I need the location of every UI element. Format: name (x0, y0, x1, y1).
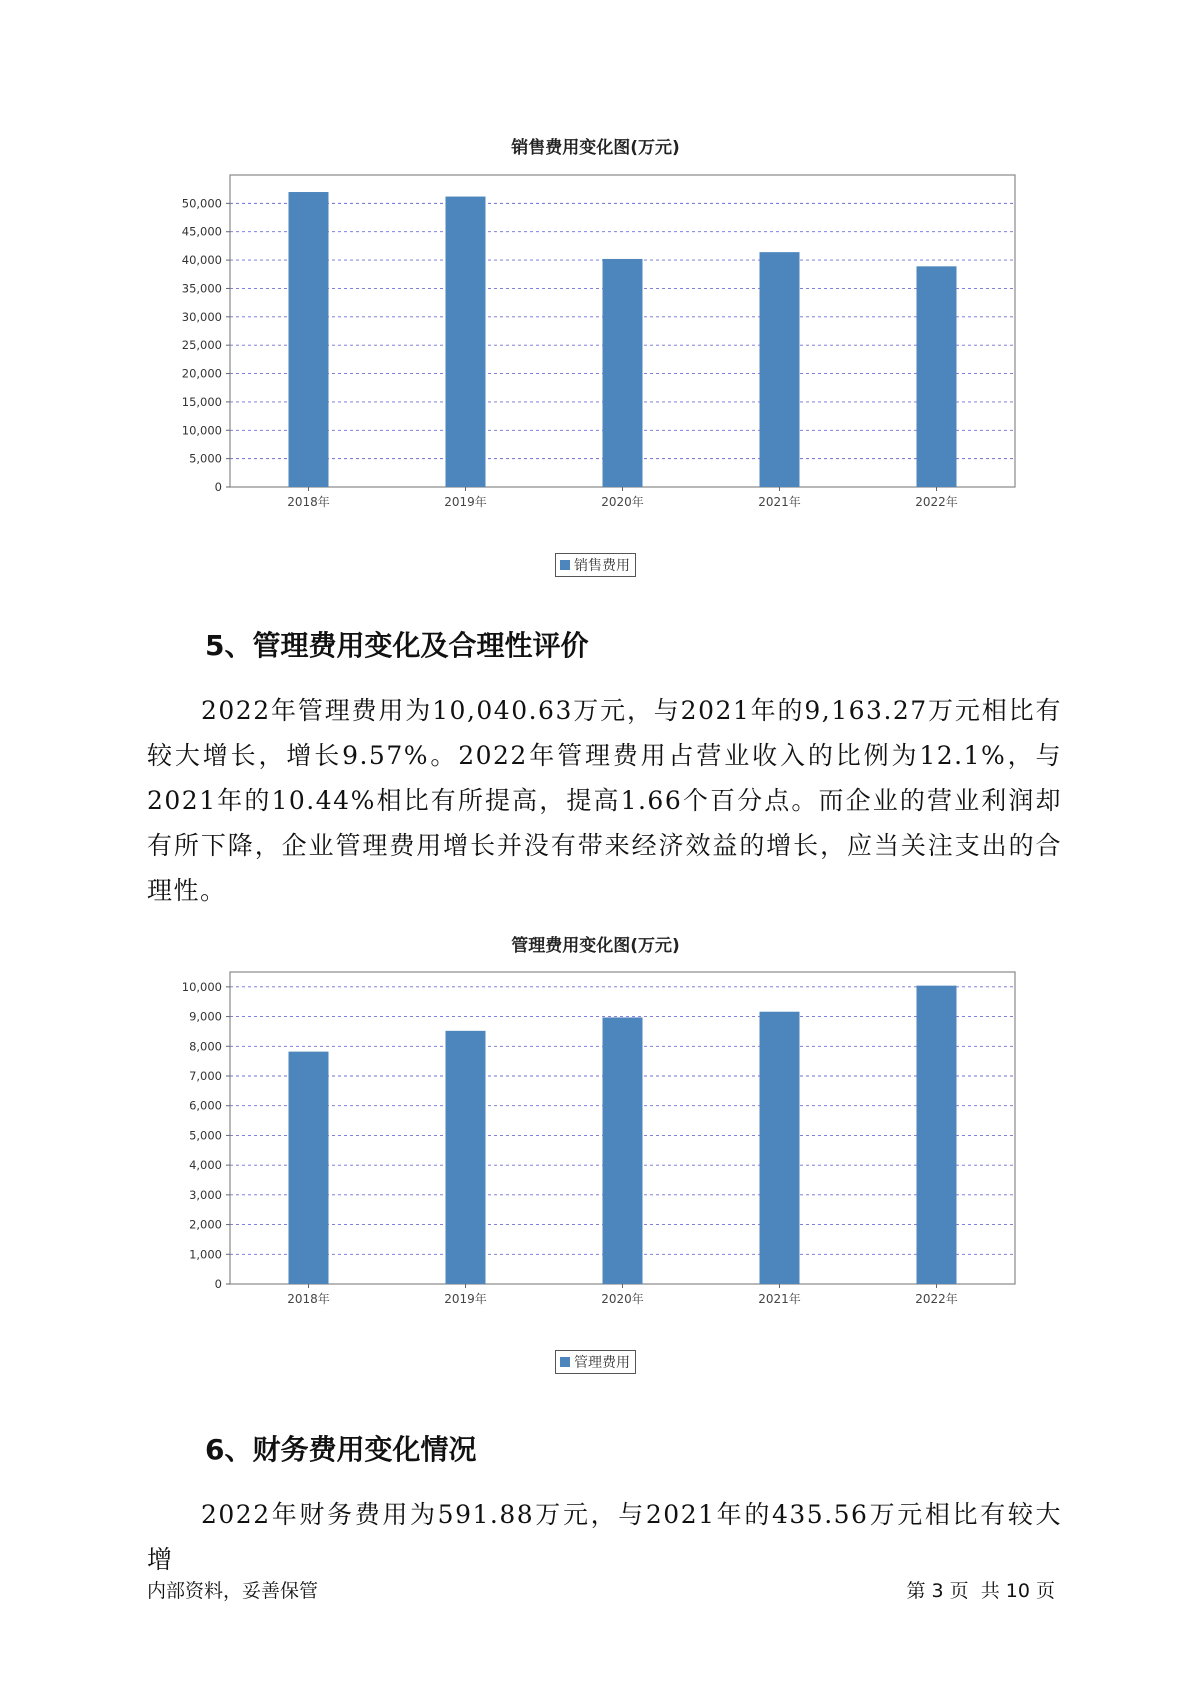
bar (760, 252, 800, 487)
legend-label: 销售费用 (574, 558, 630, 574)
y-tick-label: 0 (214, 1277, 222, 1291)
section-paragraph-6: 2022年财务费用为591.88万元，与2021年的435.56万元相比有较大增 (147, 1500, 1062, 1574)
section-heading-6: 6、财务费用变化情况 (205, 1433, 477, 1466)
sales-expense-chart (150, 165, 1030, 510)
admin-expense-chart (150, 962, 1030, 1307)
y-tick-label: 35,000 (181, 281, 222, 296)
chart-legend-sales (555, 553, 636, 577)
y-tick-label: 45,000 (181, 224, 222, 239)
legend-label: 管理费用 (574, 1355, 630, 1371)
chart-title-admin: 管理费用变化图(万元) (511, 936, 680, 956)
y-tick-label: 2,000 (189, 1217, 222, 1232)
y-tick-label: 3,000 (189, 1187, 222, 1202)
y-tick-label: 8,000 (189, 1039, 222, 1054)
y-tick-label: 10,000 (181, 423, 222, 438)
x-tick-label: 2022年 (915, 1292, 958, 1306)
footer-confidential: 内部资料，妥善保管 (147, 1580, 319, 1602)
bar (289, 192, 329, 487)
bar (446, 197, 486, 487)
x-tick-label: 2018年 (287, 1292, 330, 1306)
y-tick-label: 7,000 (189, 1069, 222, 1083)
bar (917, 266, 957, 487)
y-tick-label: 4,000 (189, 1158, 222, 1173)
y-tick-label: 30,000 (181, 309, 222, 324)
y-tick-label: 9,000 (189, 1009, 222, 1024)
chart-title-sales: 销售费用变化图(万元) (511, 138, 680, 158)
bar (917, 986, 957, 1284)
footer-page-number: 第 3 页 共 10 页 (906, 1580, 1055, 1602)
section-heading-5: 5、管理费用变化及合理性评价 (205, 629, 589, 662)
bar (603, 259, 643, 487)
chart-legend-admin (555, 1350, 636, 1374)
x-tick-label: 2018年 (287, 495, 330, 509)
x-tick-label: 2019年 (444, 495, 487, 509)
y-tick-label: 5,000 (189, 1128, 222, 1143)
x-tick-label: 2020年 (601, 495, 644, 509)
y-tick-label: 0 (214, 480, 222, 494)
x-tick-label: 2021年 (758, 1292, 801, 1306)
y-tick-label: 15,000 (181, 394, 222, 409)
legend-swatch (560, 560, 570, 570)
y-tick-label: 10,000 (181, 979, 222, 994)
x-tick-label: 2022年 (915, 495, 958, 509)
bar (446, 1031, 486, 1284)
y-tick-label: 6,000 (189, 1098, 222, 1113)
bar (603, 1017, 643, 1284)
y-tick-label: 20,000 (181, 366, 222, 381)
y-tick-label: 40,000 (181, 253, 222, 268)
x-tick-label: 2020年 (601, 1292, 644, 1306)
section-paragraph-5: 2022年管理费用为10,040.63万元，与2021年的9,163.27万元相比有较大增长，增长9.57%。2022年管理费用占营业收入的比例为12.1%，与2021年的10.44%相比有所提高，提高1.66个百分点。而企业的营业利润却有所下降，企业管理费用增长并没有带来经济效益的增长，应当关注支出的合理性。 (147, 696, 1062, 905)
y-tick-label: 50,000 (181, 196, 222, 211)
y-tick-label: 5,000 (189, 451, 222, 466)
legend-swatch (560, 1357, 570, 1367)
y-tick-label: 1,000 (189, 1247, 222, 1262)
bar (289, 1052, 329, 1284)
bar (760, 1012, 800, 1284)
x-tick-label: 2019年 (444, 1292, 487, 1306)
y-tick-label: 25,000 (181, 338, 222, 353)
x-tick-label: 2021年 (758, 495, 801, 509)
